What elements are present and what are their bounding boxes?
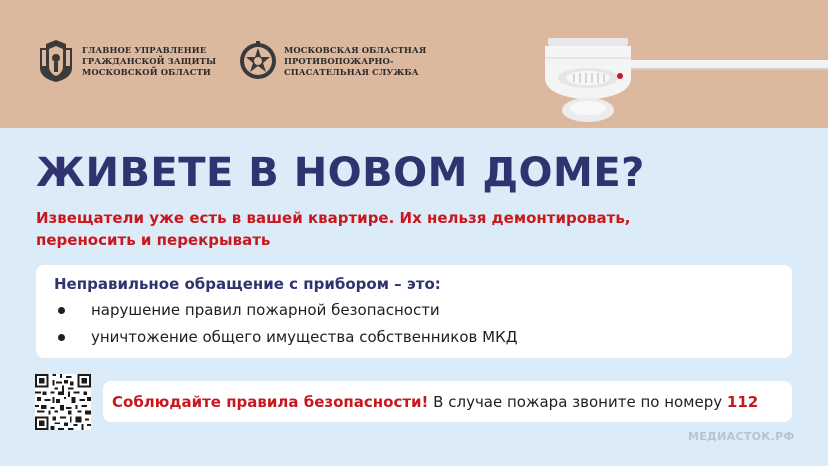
info-card	[36, 265, 792, 358]
main-title: ЖИВЕТЕ В НОВОМ ДОМЕ?	[36, 150, 645, 196]
safety-call-banner	[103, 381, 792, 422]
fire-rescue-logo	[238, 38, 426, 84]
emergency-number: 112	[726, 392, 759, 411]
list-item	[54, 328, 517, 346]
safety-call-text: В случае пожара звоните по номеру	[428, 392, 727, 411]
list-item	[54, 301, 440, 319]
list-item-text: нарушение правил пожарной безопасности	[91, 301, 440, 319]
bullet-dot-icon	[58, 307, 65, 314]
footer-source: МЕДИАСТОК.РФ	[688, 430, 795, 443]
coat-of-arms-icon	[36, 38, 76, 84]
card-heading: Неправильное обращение с прибором – это:	[54, 275, 441, 293]
fire-rescue-logo-text: МОСКОВСКАЯ ОБЛАСТНАЯ ПРОТИВОПОЖАРНО- СПАСАТЕЛЬНАЯ СЛУЖБА	[284, 44, 427, 77]
qr-code-icon[interactable]	[35, 374, 91, 430]
warning-subtitle: Извещатели уже есть в вашей квартире. Их нельзя демонтировать, переносить и перекрывать	[36, 209, 631, 249]
bullet-dot-icon	[58, 334, 65, 341]
safety-call-bold: Соблюдайте правила безопасности!	[112, 392, 429, 411]
smoke-detector-icon	[540, 38, 828, 128]
civil-defense-logo	[36, 38, 216, 84]
list-item-text: уничтожение общего имущества собственников МКД	[91, 328, 518, 346]
fire-rescue-emblem-icon	[238, 38, 278, 84]
civil-defense-logo-text: ГЛАВНОЕ УПРАВЛЕНИЕ ГРАЖДАНСКОЙ ЗАЩИТЫ МОСКОВСКОЙ ОБЛАСТИ	[82, 44, 217, 77]
